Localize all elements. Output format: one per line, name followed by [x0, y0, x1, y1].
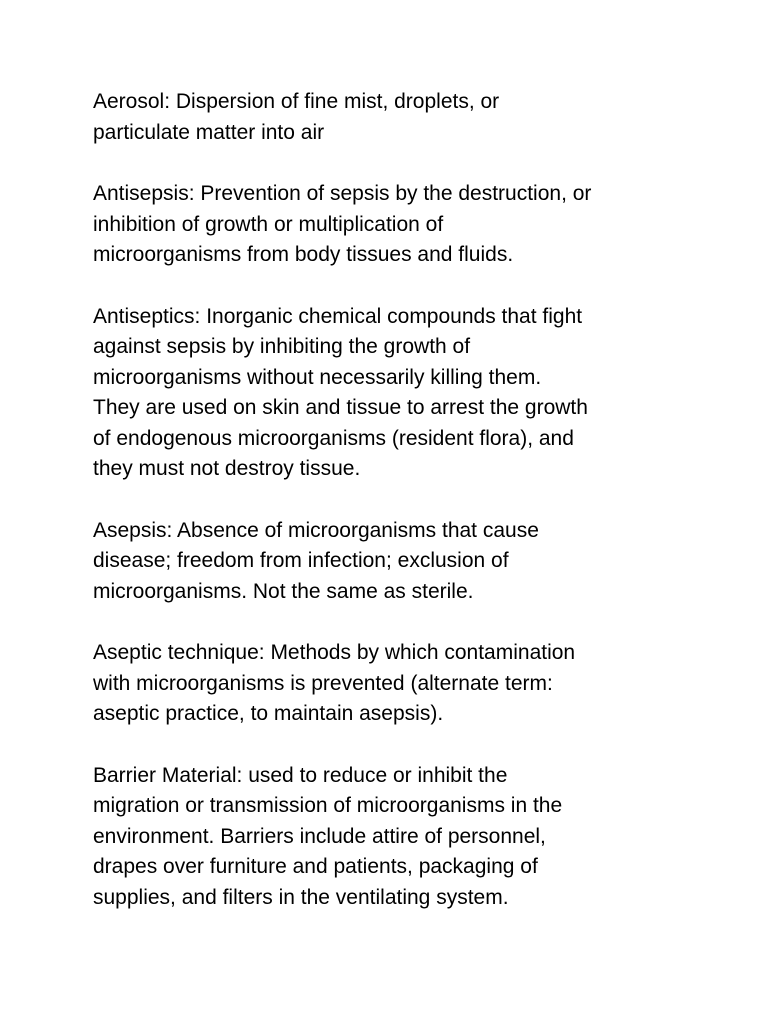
definition-asepsis: Asepsis: Absence of microorganisms that cause disease; freedom from infection; exclusion of microorganisms. Not the same as sterile.	[93, 518, 539, 603]
document-body	[93, 87, 693, 944]
definition-antisepsis: Antisepsis: Prevention of sepsis by the destruction, or inhibition of growth or multiplication of microorganisms from body tissues and fluids.	[93, 182, 592, 266]
definition-aerosol: Aerosol: Dispersion of fine mist, droplets, or particulate matter into air	[93, 90, 500, 144]
definition-aseptic-technique: Aseptic technique: Methods by which contamination with microorganisms is prevented (alternate term: aseptic practice, to maintain asepsis).	[93, 641, 576, 725]
definition-barrier-material: Barrier Material: used to reduce or inhibit the migration or transmission of microorganisms in the environment. Barriers include attire of personnel, drapes over furniture and patients, packaging of supplies, and filters in the ventilating system.	[93, 763, 563, 909]
definition-antiseptics: Antiseptics: Inorganic chemical compounds that fight against sepsis by inhibiting the growth of microorganisms without necessarily killing them. They are used on skin and tissue to arrest the growth of endogenous microorganisms (resident flora), and they must not destroy tissue.	[93, 304, 588, 480]
